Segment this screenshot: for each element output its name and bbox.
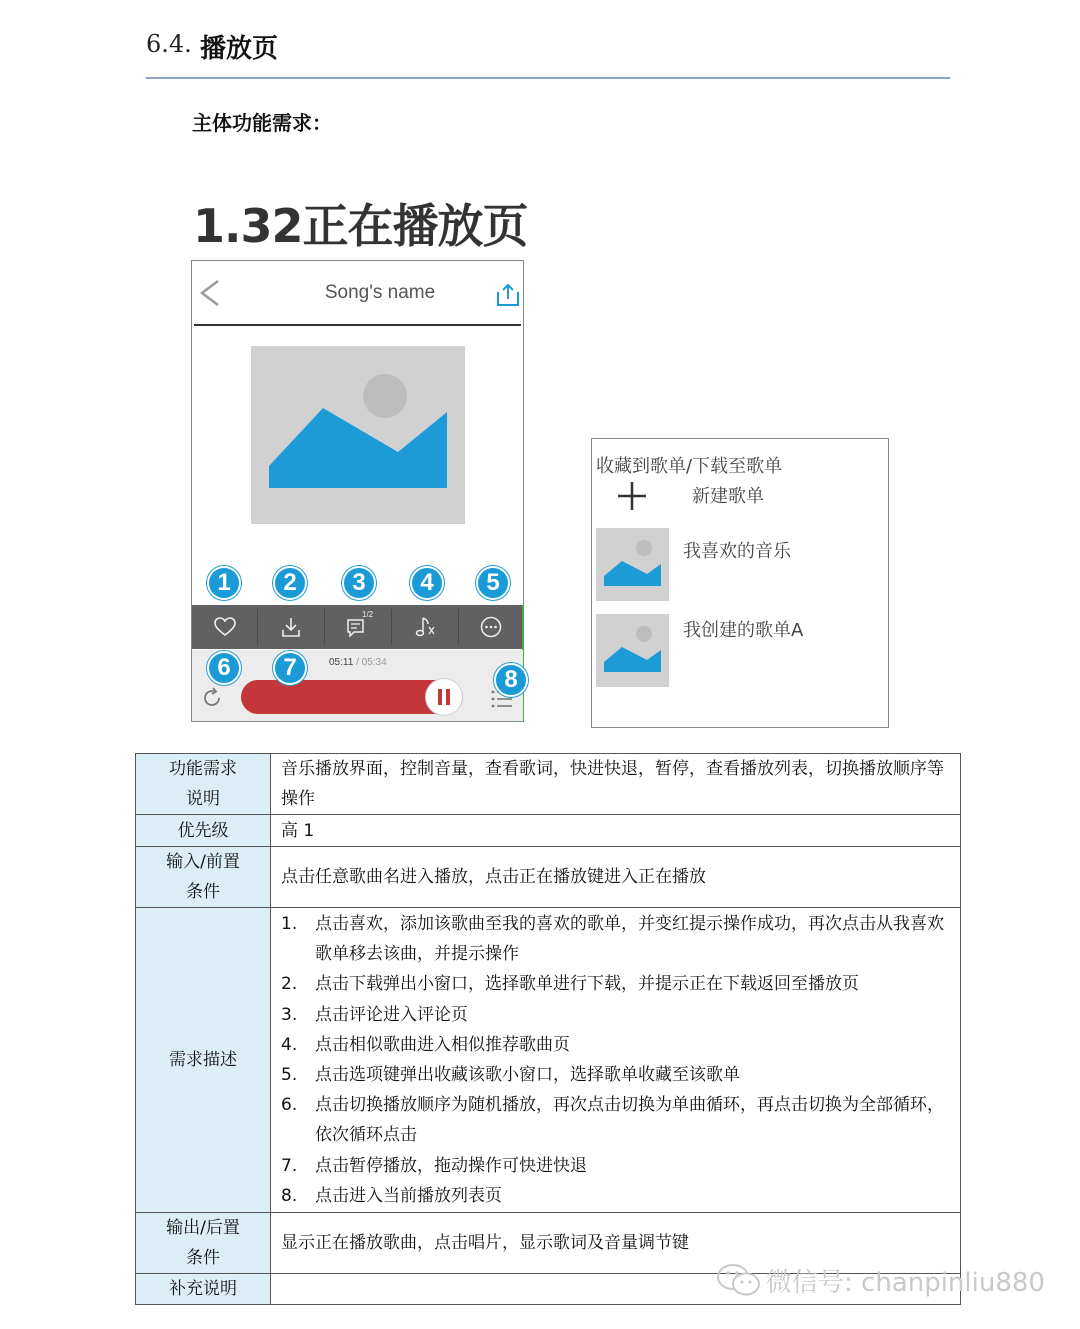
item-text: 点击喜欢，添加该歌曲至我的喜欢的歌单，并变红提示操作成功，再次点击从我喜欢歌单移去该曲，并提示操作: [315, 914, 944, 965]
list-item: [281, 1000, 960, 1030]
row-label: [136, 754, 271, 815]
item-text: 点击选项键弹出收藏该歌小窗口，选择歌单收藏至该歌单: [315, 1065, 740, 1086]
playlist-thumbnail[interactable]: [596, 528, 669, 601]
image-placeholder-icon: [596, 614, 669, 687]
row-label-text: 输出/后置条件: [166, 1218, 240, 1269]
item-text: 点击切换播放顺序为随机播放，再次点击切换为单曲循环，再点击切换为全部循环，依次循环点击: [315, 1095, 944, 1146]
row-value: 显示正在播放歌曲，点击唱片，显示歌词及音量调节键: [271, 1213, 961, 1274]
row-label: 需求描述: [136, 908, 271, 1213]
action-toolbar: [192, 605, 523, 649]
watermark-text: 微信号: chanpinliu880: [766, 1268, 1045, 1298]
row-label: 补充说明: [136, 1274, 271, 1305]
item-number: 1.: [281, 914, 298, 934]
table-row: [136, 908, 961, 1213]
song-name: Song's name: [324, 282, 436, 303]
list-item: [281, 1181, 960, 1211]
requirements-table: [135, 753, 961, 1305]
playlist-thumbnail[interactable]: [596, 614, 669, 687]
list-item: [281, 909, 960, 969]
more-icon: [480, 616, 502, 638]
item-number: 2.: [281, 974, 298, 995]
list-item: [281, 969, 960, 999]
playlist-name[interactable]: 我创建的歌单A: [683, 620, 804, 641]
item-number: 5.: [281, 1065, 298, 1086]
item-text: 点击评论进入评论页: [315, 1004, 468, 1025]
row-value: 音乐播放界面，控制音量，查看歌词，快进快退，暂停，查看播放列表，切换播放顺序等操作: [271, 754, 961, 815]
download-icon: [280, 616, 302, 638]
badge-5: 5: [476, 566, 510, 600]
row-label: 优先级: [136, 815, 271, 847]
list-item: [281, 1090, 960, 1150]
row-label-text: 功能需求说明: [169, 759, 237, 809]
badge-2: 2: [273, 566, 307, 600]
comment-count: 1/2: [362, 610, 374, 619]
playlist-name[interactable]: 我喜欢的音乐: [683, 541, 791, 562]
badge-1: 1: [207, 566, 241, 600]
watermark: [716, 1262, 1045, 1299]
comment-button[interactable]: [325, 605, 391, 649]
image-placeholder-icon: [251, 346, 465, 524]
pause-icon: [446, 689, 450, 705]
subheading: 主体功能需求：: [192, 111, 332, 135]
item-number: 8.: [281, 1185, 298, 1206]
item-number: 4.: [281, 1034, 298, 1055]
item-text: 点击进入当前播放列表页: [315, 1185, 502, 1206]
item-number: 3.: [281, 1004, 298, 1025]
row-value: [271, 908, 961, 1213]
item-text: 点击相似歌曲进入相似推荐歌曲页: [315, 1034, 570, 1055]
time-readout: [329, 657, 387, 668]
section-divider: [146, 77, 950, 79]
item-text: 点击下载弹出小窗口，选择歌单进行下载，并提示正在下载返回至播放页: [315, 974, 859, 995]
table-row: [136, 815, 961, 847]
header-divider: [194, 324, 521, 326]
figure-title: 1.32正在播放页: [193, 199, 528, 253]
item-text: 点击暂停播放，拖动操作可快进快退: [315, 1155, 587, 1176]
badge-7: 7: [273, 651, 307, 685]
repeat-icon[interactable]: [200, 686, 224, 710]
row-value: 高 1: [271, 815, 961, 847]
table-row: [136, 847, 961, 908]
wechat-icon: [716, 1263, 762, 1297]
requirement-list: [281, 909, 960, 1211]
row-label: [136, 1213, 271, 1274]
badge-8: 8: [494, 663, 528, 697]
current-time: 05:11: [329, 657, 354, 668]
item-number: 7.: [281, 1155, 298, 1176]
row-label: [136, 847, 271, 908]
similar-songs-button[interactable]: [392, 605, 458, 649]
section-number: 6.4.: [146, 30, 192, 58]
badge-3: 3: [342, 566, 376, 600]
badge-4: 4: [410, 566, 444, 600]
table-row: [136, 754, 961, 815]
download-button[interactable]: [258, 605, 324, 649]
row-value: 点击任意歌曲名进入播放，点击正在播放键进入正在播放: [271, 847, 961, 908]
list-item: [281, 1030, 960, 1060]
total-time: / 05:34: [353, 657, 387, 668]
more-button[interactable]: [459, 605, 523, 649]
plus-icon[interactable]: [616, 480, 648, 512]
row-label-text: 输入/前置条件: [166, 852, 240, 902]
new-playlist-button[interactable]: 新建歌单: [692, 486, 764, 507]
badge-6: 6: [207, 651, 241, 685]
item-number: 6.: [281, 1095, 298, 1116]
share-icon[interactable]: [494, 282, 522, 308]
list-item: [281, 1151, 960, 1181]
heart-icon: [214, 617, 236, 637]
section-title: 播放页: [200, 34, 279, 64]
list-item: [281, 1060, 960, 1090]
pause-button[interactable]: [426, 679, 462, 715]
back-arrow-icon[interactable]: [194, 275, 224, 311]
like-button[interactable]: [192, 605, 257, 649]
pause-icon: [438, 689, 442, 705]
similar-music-icon: [413, 615, 437, 639]
image-placeholder-icon: [596, 528, 669, 601]
popup-title: 收藏到歌单/下载至歌单: [596, 456, 783, 477]
album-cover[interactable]: [251, 346, 465, 524]
